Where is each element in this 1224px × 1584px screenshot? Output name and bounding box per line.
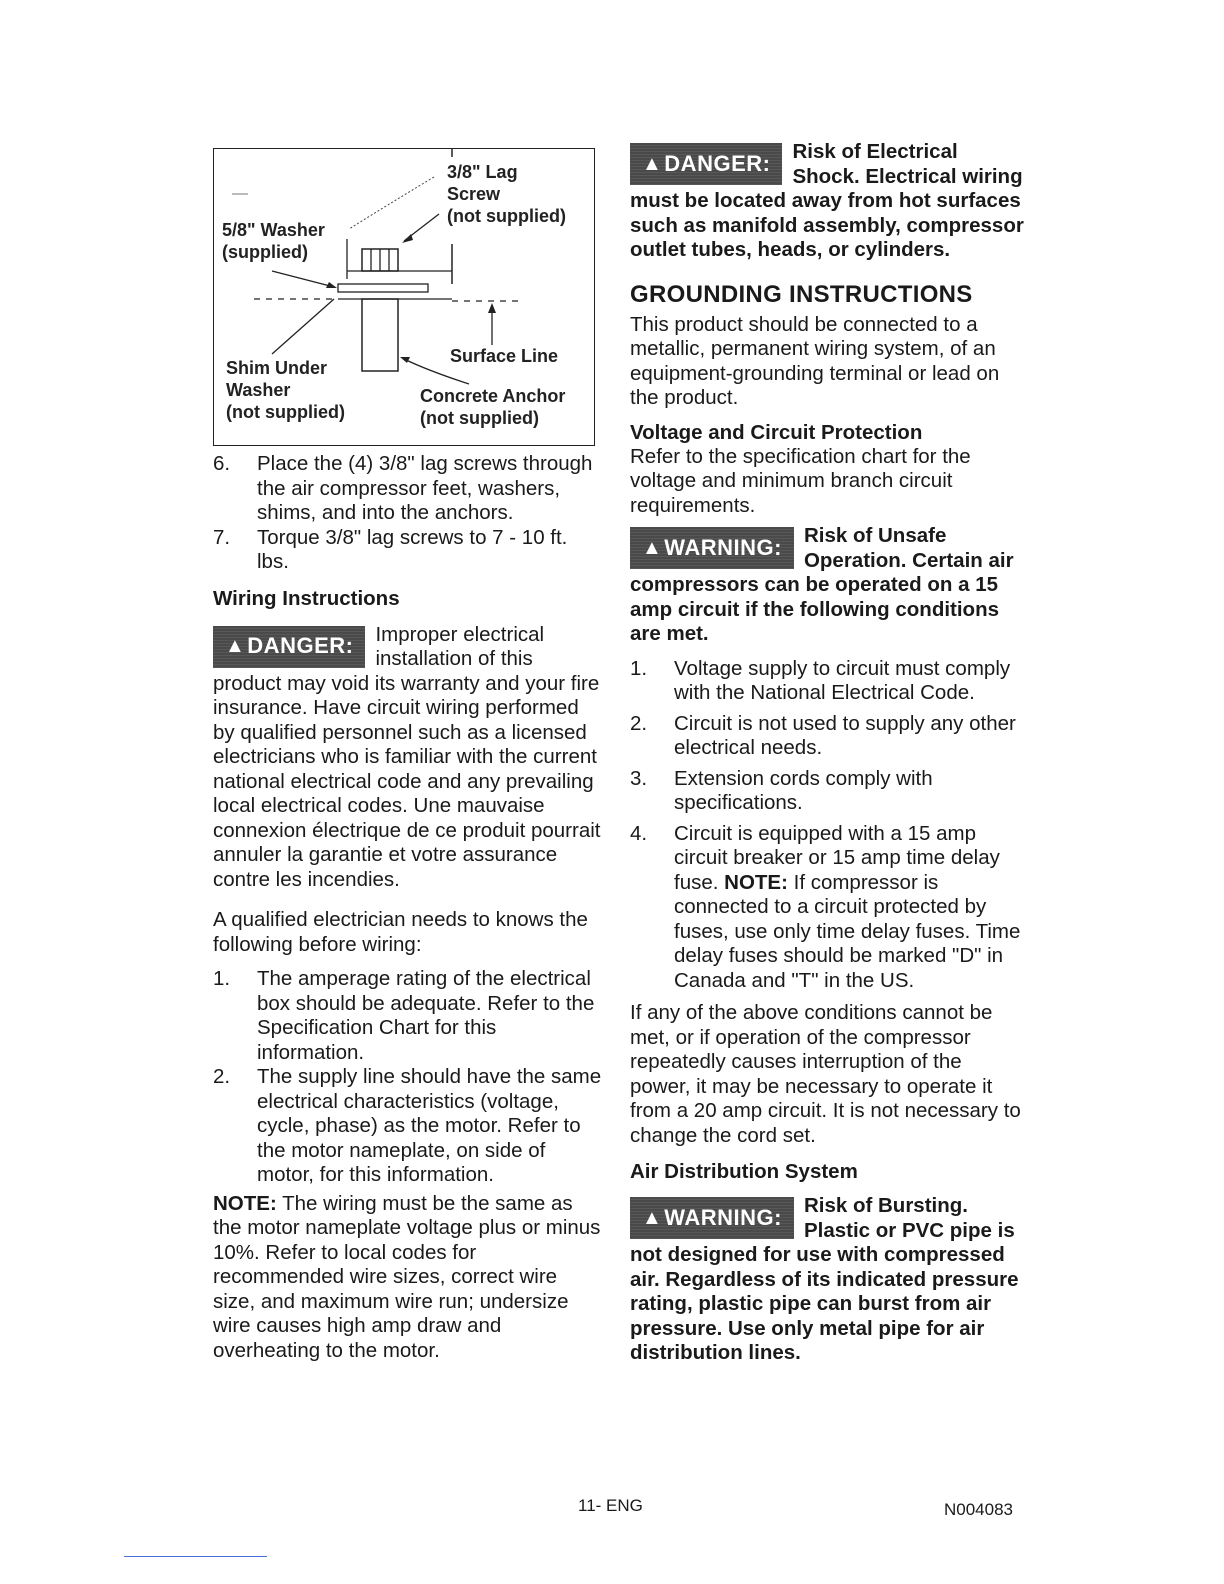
warning-badge [630, 1197, 794, 1239]
air-distribution-heading: Air Distribution System [630, 1160, 858, 1183]
list-number: 4. [630, 821, 648, 845]
list-text: Voltage supply to circuit must comply with the National Electrical Code. [674, 656, 1011, 704]
install-steps [213, 452, 603, 575]
shim-label: Shim Under Washer (not supplied) [226, 358, 345, 422]
list-number: 2. [630, 711, 648, 735]
note-label: NOTE: [724, 870, 788, 894]
danger-badge [630, 143, 782, 185]
list-item [630, 657, 1025, 706]
voltage-text: Refer to the specification chart for the voltage and minimum branch circuit requirements. [630, 444, 971, 517]
badge-label: WARNING: [664, 1204, 782, 1230]
condition-text: Circuit is equipped with a 15 amp circuit breaker or 15 amp time delay fuse. [674, 821, 1000, 894]
washer-label: 5/8" Washer (supplied) [222, 220, 325, 262]
danger-badge [213, 626, 365, 668]
warning-text: Risk of Unsafe Operation. Certain air compressors can be operated on a 15 amp circuit if the following conditions are met. [630, 524, 1014, 645]
badge-label: DANGER: [247, 633, 354, 659]
voltage-heading: Voltage and Circuit Protection [630, 420, 923, 444]
bursting-warning-block [630, 1194, 1025, 1366]
list-number: 1. [213, 967, 231, 990]
badge-label: DANGER: [664, 150, 771, 176]
danger-text: Risk of Electrical Shock. Electrical wiring must be located away from hot surfaces such as manifold assembly, compressor outlet tubes, heads, or cylinders. [630, 140, 1024, 261]
list-item [213, 1065, 603, 1188]
note-label: NOTE: [213, 1191, 277, 1215]
warning-triangle-icon: ▲ [642, 1206, 663, 1229]
electrician-intro: A qualified electrician needs to knows the following before wiring: [213, 908, 588, 956]
circuit-conditions [630, 657, 1025, 994]
list-text: Circuit is not used to supply any other electrical needs. [674, 711, 1016, 759]
list-text: Place the (4) 3/8" lag screws through the air compressor feet, washers, shims, and into the anchors. [257, 452, 593, 524]
left-column [213, 452, 603, 1363]
wiring-requirements [213, 967, 603, 1188]
list-item [630, 712, 1025, 761]
list-text: The amperage rating of the electrical box should be adequate. Refer to the Specification Chart for this information. [257, 967, 595, 1064]
list-number: 1. [630, 656, 648, 680]
grounding-title: GROUNDING INSTRUCTIONS [630, 280, 973, 308]
lag-screw-label: 3/8" Lag Screw (not supplied) [447, 162, 566, 226]
list-number: 2. [213, 1065, 231, 1088]
anchor-label: Concrete Anchor (not supplied) [420, 386, 566, 428]
wiring-danger-block [213, 623, 603, 893]
list-number: 6. [213, 452, 231, 475]
document-code: N004083 [944, 1500, 1014, 1519]
list-text: Torque 3/8" lag screws to 7 - 10 ft. lbs. [257, 525, 568, 573]
surface-line-label: Surface Line [450, 346, 559, 366]
badge-label: WARNING: [664, 534, 782, 560]
warning-triangle-icon: ▲ [225, 635, 246, 658]
shock-danger-block [630, 140, 1025, 263]
wiring-note [213, 1192, 603, 1364]
list-text: The supply line should have the same electrical characteristics (voltage, cycle, phase) as the motor. Refer to the motor nameplate, on side of motor, for this information. [257, 1065, 602, 1186]
interruption-text: If any of the above conditions cannot be met, or if operation of the compressor repeatedly causes interruption of the power, it may be necessary to operate it from a 20 amp circuit. It is not necessary to change the cord set. [630, 1001, 1021, 1147]
list-text [674, 822, 1025, 994]
warning-badge [630, 527, 794, 569]
warning-text: Risk of Bursting. Plastic or PVC pipe is not designed for use with compressed air. Regardless of its indicated pressure rating, plastic pipe can burst from air pressure. Use only metal pipe for air distribution lines. [630, 1194, 1019, 1364]
list-number: 3. [630, 766, 648, 790]
warning-triangle-icon: ▲ [642, 536, 663, 559]
divider [124, 1556, 267, 1557]
anchor-diagram [213, 148, 595, 446]
warning-triangle-icon: ▲ [642, 152, 663, 175]
unsafe-warning-block [630, 524, 1025, 647]
list-item [213, 526, 603, 575]
page-number: 11- ENG [578, 1496, 643, 1515]
list-number: 7. [213, 525, 231, 549]
wiring-heading: Wiring Instructions [213, 586, 400, 610]
note-text: The wiring must be the same as the motor nameplate voltage plus or minus 10%. Refer to local codes for recommended wire sizes, correct wire size, and maximum wire run; undersize wire causes high amp draw and overheating to the motor. [213, 1191, 601, 1362]
list-item [213, 967, 603, 1065]
list-item [630, 767, 1025, 816]
grounding-text: This product should be connected to a metallic, permanent wiring system, of an equipment-grounding terminal or lead on the product. [630, 312, 1000, 409]
danger-text: Improper electrical installation of this product may void its warranty and your fire insurance. Have circuit wiring performed by qualified personnel such as a licensed electricians who is familiar with the current national electrical code and any prevailing local electrical codes. Une mauvaise connexion électrique de ce produit pourrait annuler la garantie et votre assurance contre les incendies. [213, 622, 601, 891]
note-text: If compressor is connected to a circuit protected by fuses, use only time delay fuses. Time delay fuses should be marked "D" in Canada and "T" in the US. [674, 870, 1021, 992]
list-item [213, 452, 603, 526]
list-text: Extension cords comply with specifications. [674, 766, 933, 814]
right-column [630, 140, 1025, 1366]
list-item [630, 822, 1025, 994]
